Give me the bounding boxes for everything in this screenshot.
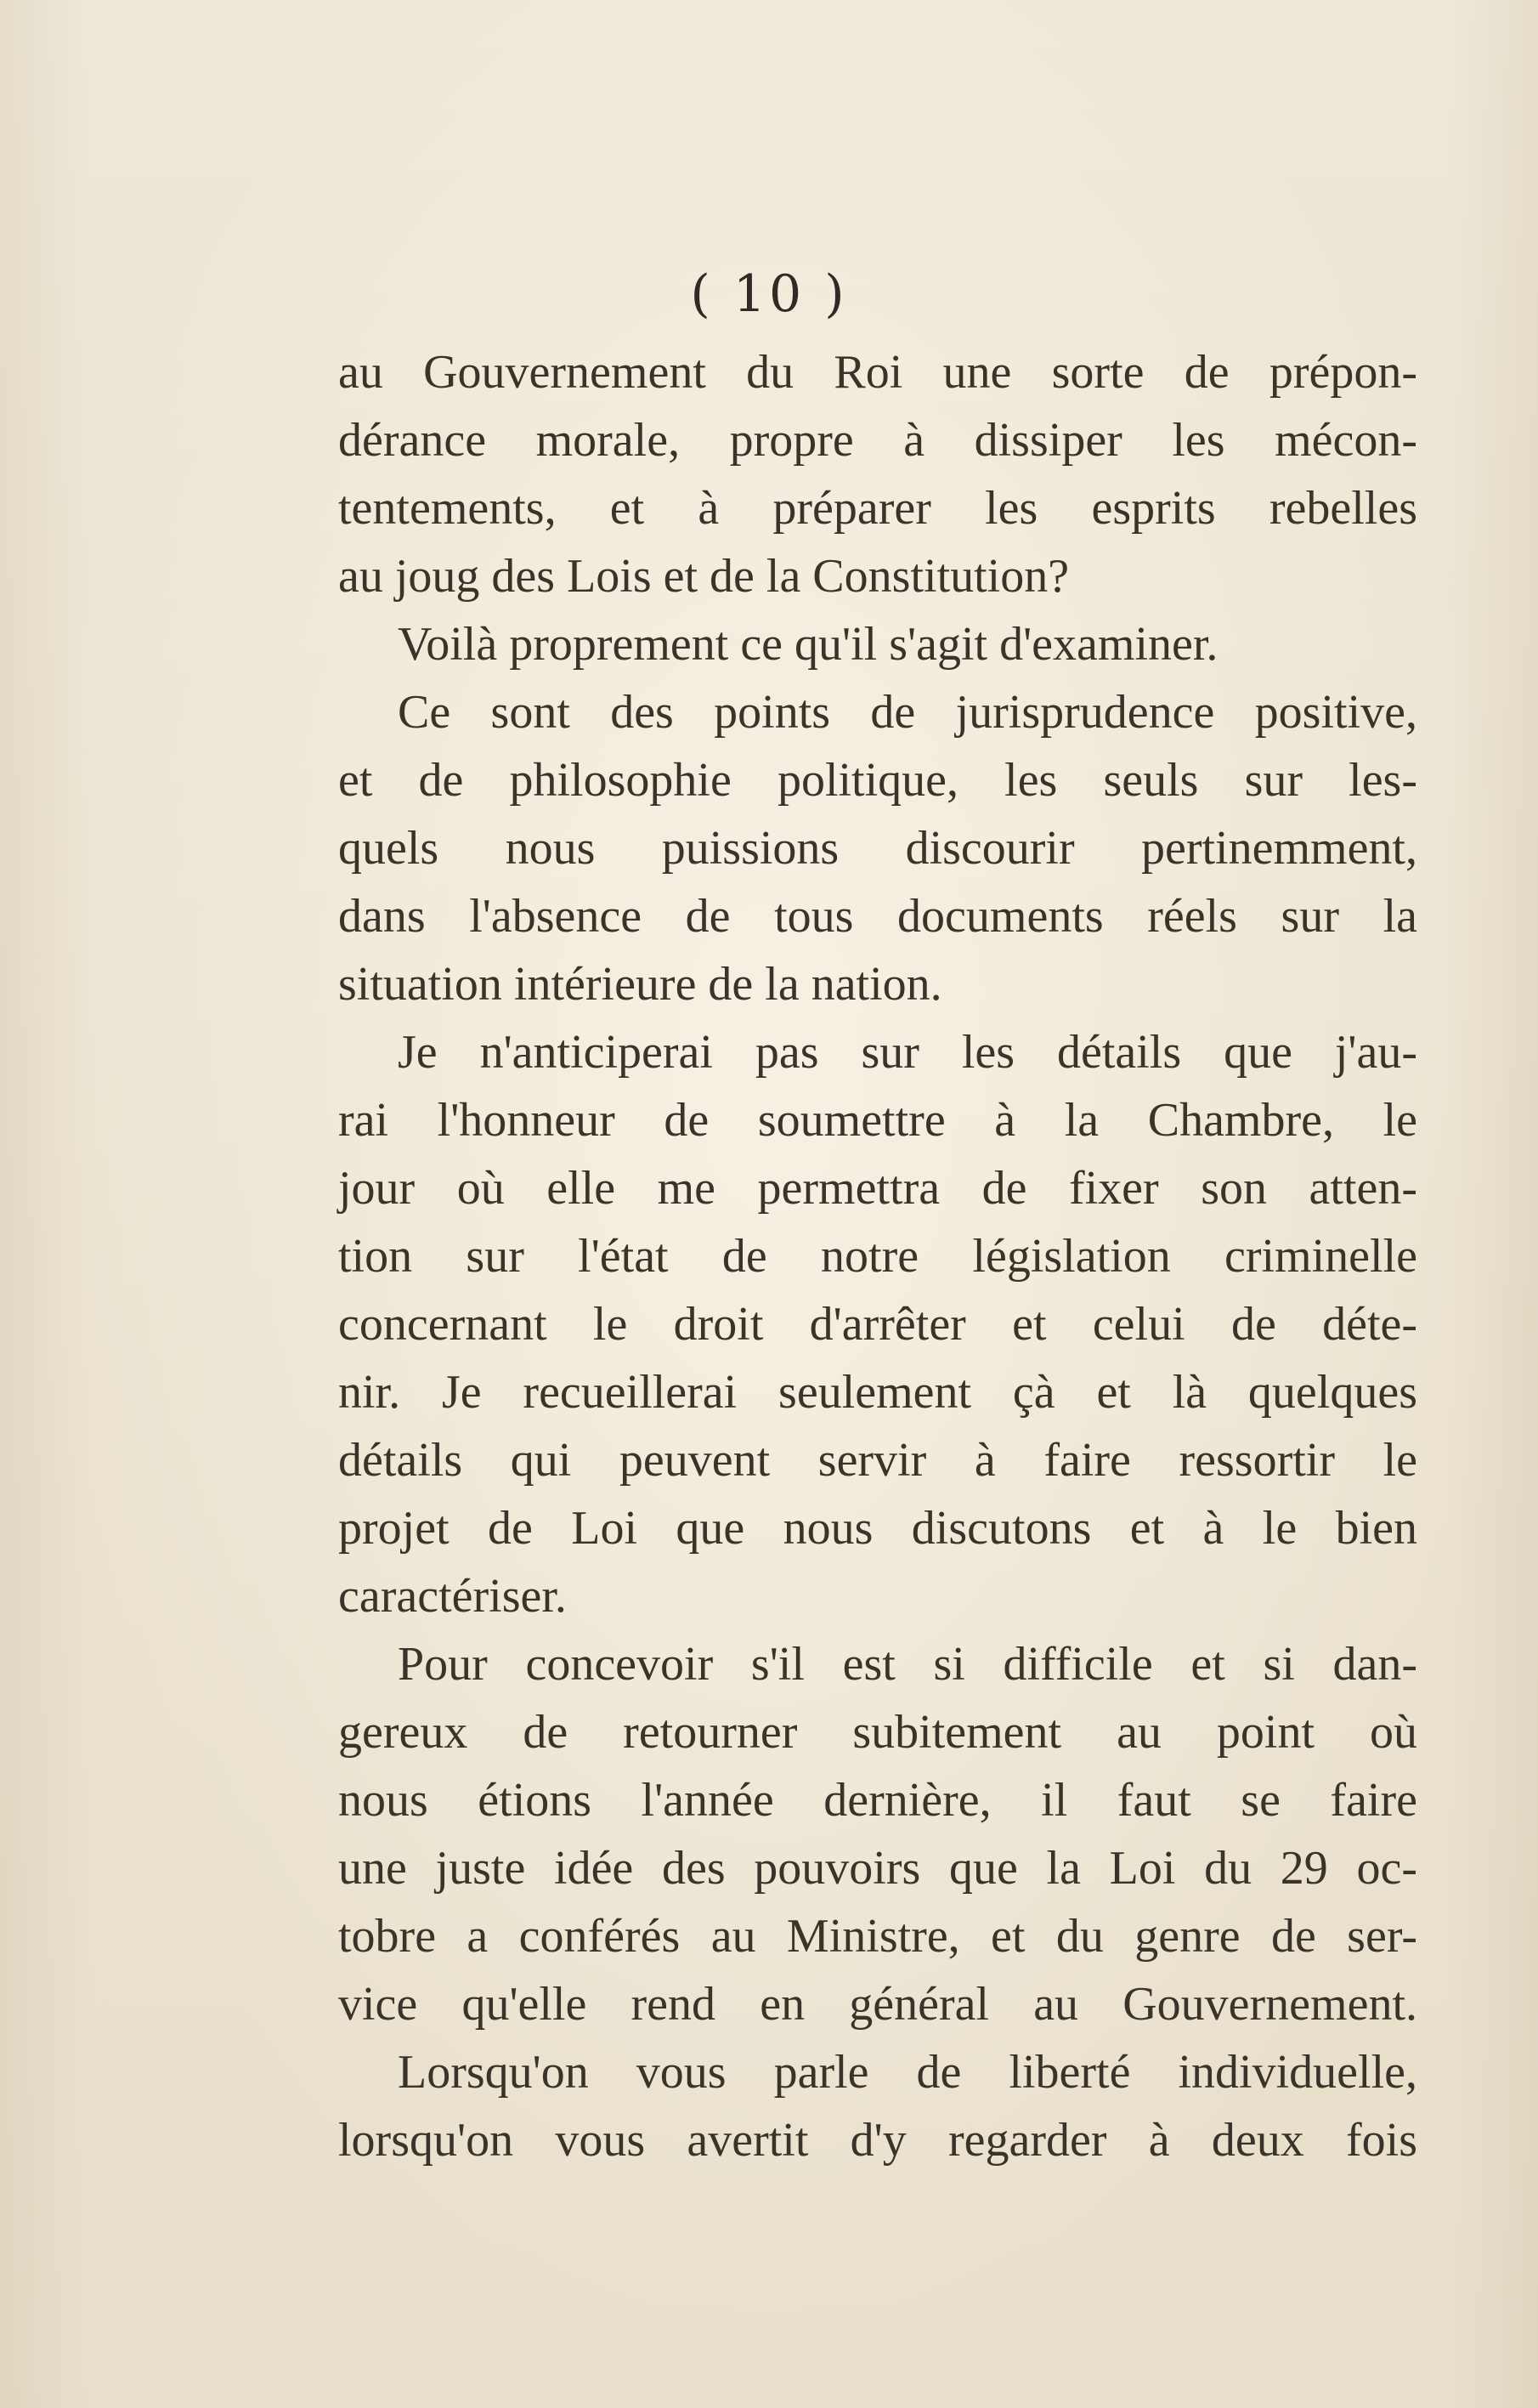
text-line: détails qui peuvent servir à faire ressortir le [338,1434,1417,1487]
text-line: situation intérieure de la nation. [338,958,942,1011]
text-line: dérance morale, propre à dissiper les mécon- [338,414,1417,467]
text-line: concernant le droit d'arrêter et celui de déte- [338,1298,1417,1351]
text-line: jour où elle me permettra de fixer son atten- [338,1162,1417,1215]
text-line: quels nous puissions discourir pertinemment, [338,822,1417,875]
text-line: une juste idée des pouvoirs que la Loi du 29 oc- [338,1842,1417,1895]
text-line: caractériser. [338,1570,567,1623]
text-line: et de philosophie politique, les seuls sur les- [338,754,1417,807]
text-line: nous étions l'année dernière, il faut se faire [338,1774,1417,1827]
page-number: ( 10 ) [690,264,848,324]
text-line: Je n'anticiperai pas sur les détails que j'au- [398,1026,1417,1079]
text-line: tobre a conférés au Ministre, et du genre de ser- [338,1910,1417,1963]
text-line: dans l'absence de tous documents réels sur la [338,890,1417,943]
text-line: lorsqu'on vous avertit d'y regarder à deux fois [338,2114,1417,2167]
text-line: nir. Je recueillerai seulement çà et là quelques [338,1366,1417,1419]
body-text [338,338,1417,2174]
text-line: gereux de retourner subitement au point où [338,1706,1417,1759]
text-line: tion sur l'état de notre législation criminelle [338,1230,1417,1283]
text-line: projet de Loi que nous discutons et à le bien [338,1502,1417,1555]
text-line: Ce sont des points de jurisprudence positive, [398,686,1417,739]
text-line: tentements, et à préparer les esprits rebelles [338,482,1417,535]
text-line: vice qu'elle rend en général au Gouvernement. [338,1978,1417,2031]
text-line: Lorsqu'on vous parle de liberté individuelle, [398,2046,1417,2099]
text-line: au joug des Lois et de la Constitution? [338,550,1070,603]
text-line: Pour concevoir s'il est si difficile et si dan- [398,1638,1417,1691]
text-line: au Gouvernement du Roi une sorte de prépon- [338,346,1417,399]
text-line: Voilà proprement ce qu'il s'agit d'examiner. [398,618,1219,671]
text-line: rai l'honneur de soumettre à la Chambre, le [338,1094,1417,1147]
